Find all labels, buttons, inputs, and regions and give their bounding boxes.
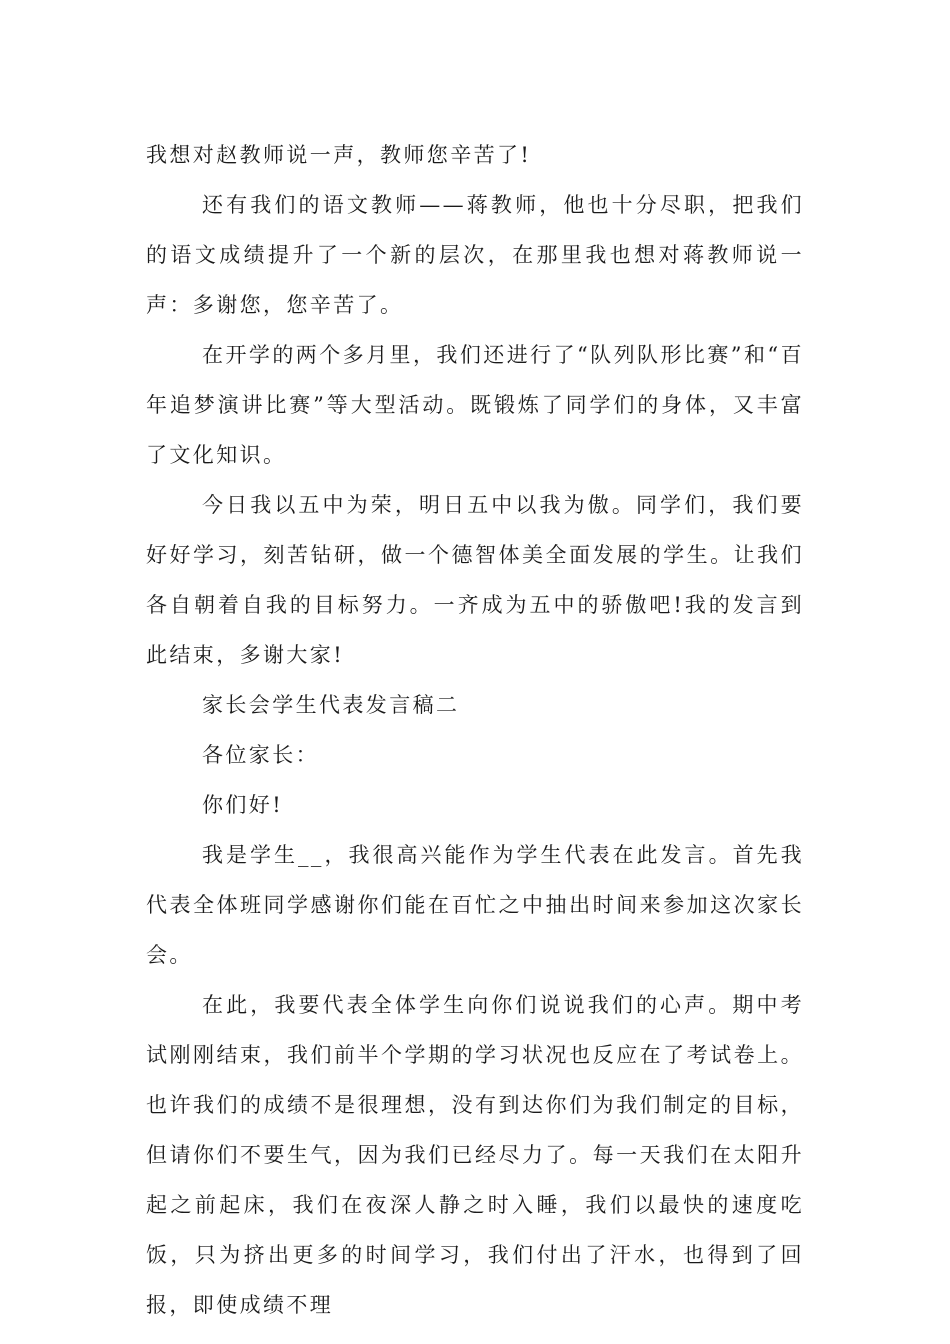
paragraph: 在此，我要代表全体学生向你们说说我们的心声。期中考试刚刚结束，我们前半个学期的学习状况也反应在了考试卷上。也许我们的成绩不是很理想，没有到达你们为我们制定的目标，但请你们不要生气，因为我们已经尽力了。每一天我们在太阳升起之前起床，我们在夜深人静之时入睡，我们以最快的速度吃饭，只为挤出更多的时间学习，我们付出了汗水，也得到了回报，即使成绩不理 bbox=[146, 993, 804, 1317]
paragraph: 今日我以五中为荣，明日五中以我为傲。同学们，我们要好好学习，刻苦钻研，做一个德智体美全面发展的学生。让我们各自朝着自我的目标努力。一齐成为五中的骄傲吧!我的发言到此结束，多谢大家! bbox=[146, 493, 804, 667]
paragraph: 我是学生__，我很高兴能作为学生代表在此发言。首先我代表全体班同学感谢你们能在百忙之中抽出时间来参加这次家长会。 bbox=[146, 843, 804, 967]
paragraph: 还有我们的语文教师——蒋教师，他也十分尽职，把我们的语文成绩提升了一个新的层次，在那里我也想对蒋教师说一声：多谢您，您辛苦了。 bbox=[146, 193, 804, 317]
paragraph: 在开学的两个多月里，我们还进行了“队列队形比赛”和“百年追梦演讲比赛”等大型活动。既锻炼了同学们的身体，又丰富了文化知识。 bbox=[146, 343, 804, 467]
salutation: 各位家长： bbox=[202, 743, 319, 767]
greeting: 你们好! bbox=[202, 793, 284, 817]
section-heading: 家长会学生代表发言稿二 bbox=[202, 693, 460, 717]
paragraph: 我想对赵教师说一声，教师您辛苦了! bbox=[146, 143, 532, 167]
document-body bbox=[146, 130, 804, 1330]
